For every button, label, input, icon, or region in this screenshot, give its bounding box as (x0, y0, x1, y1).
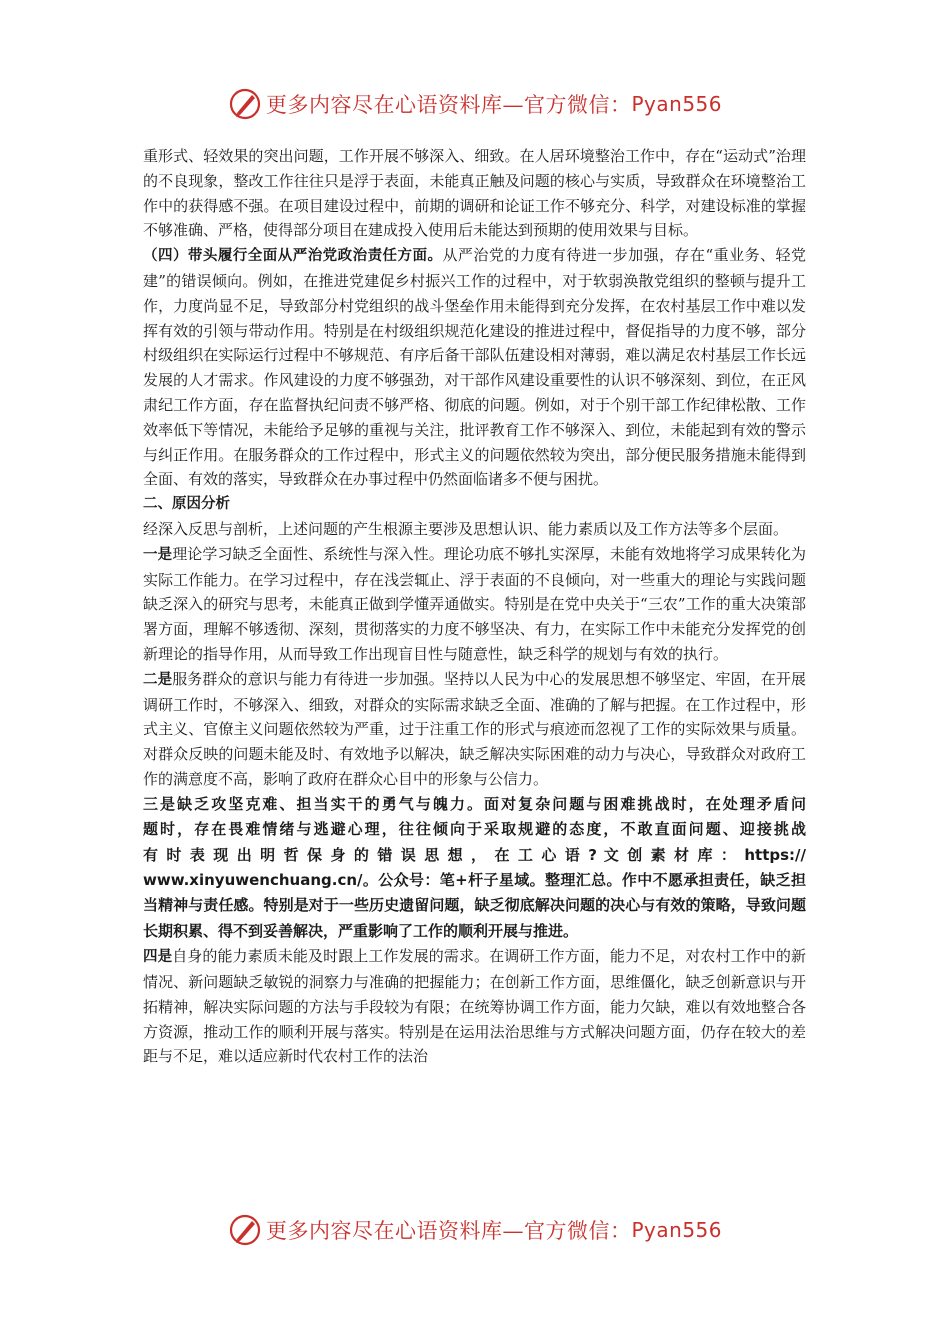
reason-label: 一是 (143, 546, 173, 563)
watermark-code: Pyan556 (631, 1218, 722, 1242)
watermark-text: 更多内容尽在心语资料库—官方微信： (265, 93, 632, 117)
paragraph-text: 服务群众的意识与能力有待进一步加强。坚持以人民为中心的发展思想不够坚定、牢固，在开展调研工作时，不够深入、细致，对群众的实际需求缺乏全面、准确的了解与把握。在工作过程中，形式主义、官僚主义问题依然较为严重，过于注重工作的形式与痕迹而忽视了工作的实际效果与质量。对群众反映的问题未能及时、有效地予以解决，缺乏解决实际困难的动力与决心，导致群众对政府工作的满意度不高，影响了政府在群众心目中的形象与公信力。 (143, 669, 806, 788)
reason-label: 二是 (143, 671, 173, 688)
section-heading: （四）带头履行全面从严治党政治责任方面。 (143, 248, 443, 265)
pen-logo-icon (228, 87, 262, 121)
paragraph-reason-4 (143, 944, 806, 1069)
paragraph-reason-1 (143, 542, 806, 667)
watermark-banner-bottom (0, 1210, 950, 1250)
reason-label: 四是 (143, 949, 173, 966)
watermark-text: 更多内容尽在心语资料库—官方微信： (265, 1219, 632, 1243)
paragraph: 经深入反思与剖析，上述问题的产生根源主要涉及思想认识、能力素质以及工作方法等多个层面。 (143, 519, 789, 538)
paragraph-text: 自身的能力素质未能及时跟上工作发展的需求。在调研工作方面，能力不足，对农村工作中的新情况、新问题缺乏敏锐的洞察力与准确的把握能力；在创新工作方面，思维僵化，缺乏创新意识与开拓精神，解决实际问题的方法与手段较为有限；在统筹协调工作方面，能力欠缺，难以有效地整合各方资源，推动工作的顺利开展与落实。特别是在运用法治思维与方式解决问题方面，仍存在较大的差距与不足，难以适应新时代农村工作的法治 (143, 947, 806, 1066)
paragraph-section-4 (143, 243, 806, 492)
paragraph-reason-3 (143, 792, 806, 944)
paragraph-text: www.xinyuwenchuang.cn/。公众号：笔+杆子星域。整理汇总。作中不愿承担责任，缺乏担当精神与责任感。特别是对于一些历史遗留问题，缺乏彻底解决问题的决心与有效的策略，导致问题长期积累、得不到妥善解决，严重影响了工作的顺利开展与推进。 (143, 870, 806, 940)
watermark-banner-top (0, 84, 950, 124)
paragraph-text: 理论学习缺乏全面性、系统性与深入性。理论功底不够扎实深厚，未能有效地将学习成果转化为实际工作能力。在学习过程中，存在浅尝辄止、浮于表面的不良倾向，对一些重大的理论与实践问题缺乏深入的研究与思考，未能真正做到学懂弄通做实。特别是在党中央关于“三农”工作的重大决策部署方面，理解不够透彻、深刻，贯彻落实的力度不够坚决、有力，在实际工作中未能充分发挥党的创新理论的指导作用，从而导致工作出现盲目性与随意性，缺乏科学的规划与有效的执行。 (143, 544, 806, 663)
paragraph-line: 三是缺乏攻坚克难、担当实干的勇气与魄力。面对复杂问题与困难挑战时，在处理矛盾问 (143, 794, 806, 813)
paragraph: 重形式、轻效果的突出问题，工作开展不够深入、细致。在人居环境整治工作中，存在“运动式”治理的不良现象，整改工作往往只是浮于表面，未能真正触及问题的核心与实质，导致群众在环境整治工作中的获得感不强。在项目建设过程中，前期的调研和论证工作不够充分、科学，对建设标准的掌握不够准确、严格，使得部分项目在建成投入使用后未能达到预期的使用效果与目标。 (143, 147, 806, 240)
paragraph-reason-2 (143, 667, 806, 792)
watermark-code: Pyan556 (631, 92, 722, 116)
document-body (143, 144, 806, 1069)
section-title: 二、原因分析 (143, 496, 230, 513)
pen-logo-icon (228, 1213, 262, 1247)
paragraph-line: 题时，存在畏难情绪与逃避心理，往往倾向于采取规避的态度，不敢直面问题、迎接挑战 (143, 820, 806, 839)
paragraph-line: 有 时 表 现 出 明 哲 保 身 的 错 误 思 想 ， 在 工 心 语 ? 文 创 素 材 库 ： https:// (143, 845, 806, 864)
paragraph-text: 从严治党的力度有待进一步加强，存在“重业务、轻党建”的错误倾向。例如，在推进党建促乡村振兴工作的过程中，对于软弱涣散党组织的整顿与提升工作，力度尚显不足，导致部分村党组织的战斗堡垒作用未能得到充分发挥，在农村基层工作中难以发挥有效的引领与带动作用。特别是在村级组织规范化建设的推进过程中，督促指导的力度不够，部分村级组织在实际运行过程中不够规范、有序后备干部队伍建设相对薄弱，难以满足农村基层工作长远发展的人才需求。作风建设的力度不够强劲，对干部作风建设重要性的认识不够深刻、到位，在正风肃纪工作方面，存在监督执纪问责不够严格、彻底的问题。例如，对于个别干部工作纪律松散、工作效率低下等情况，未能给予足够的重视与关注，批评教育工作不够深入、到位，未能起到有效的警示与纠正作用。在服务群众的工作过程中，形式主义的问题依然较为突出，部分便民服务措施未能得到全面、有效的落实，导致群众在办事过程中仍然面临诸多不便与困扰。 (143, 246, 806, 489)
